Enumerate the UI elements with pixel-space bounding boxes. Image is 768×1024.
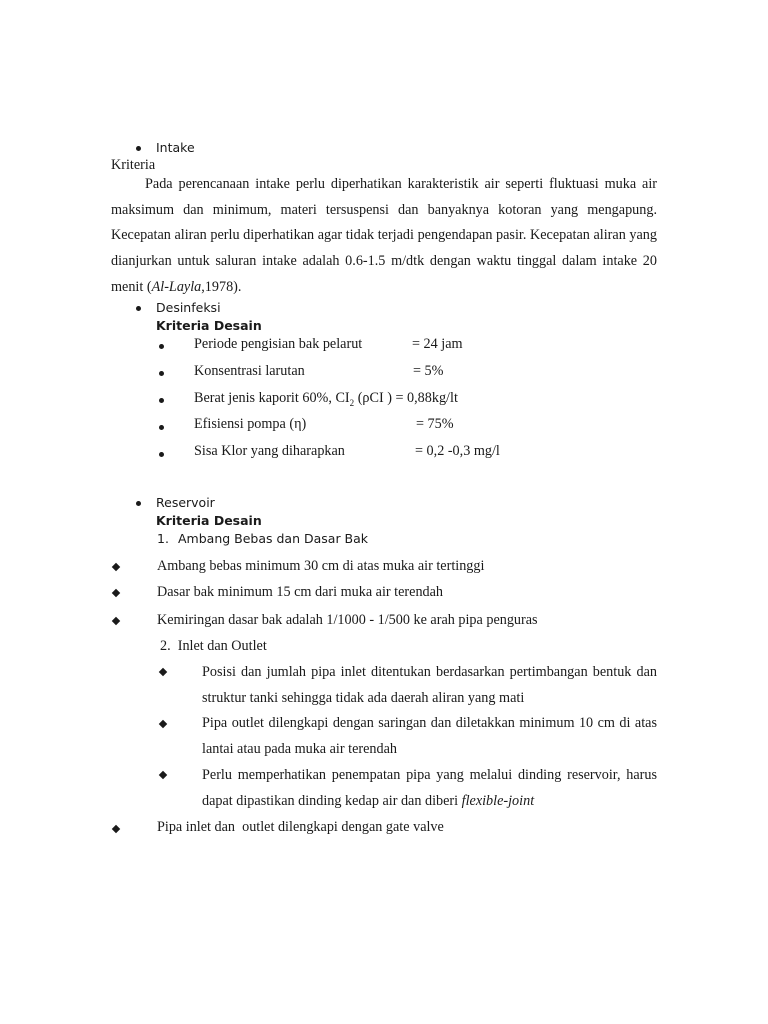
bullet-icon [159, 425, 164, 430]
desinfeksi-item-value: = 0,2 -0,3 mg/l [415, 443, 500, 459]
citation-author: Al-Layla [151, 278, 202, 295]
diamond-bullet-icon [159, 771, 167, 779]
bullet-icon [159, 452, 164, 457]
bullet-icon [136, 306, 141, 311]
desinfeksi-item-label: Sisa Klor yang diharapkan [194, 443, 345, 459]
diamond-bullet-icon [112, 617, 120, 625]
reservoir-item: Pipa inlet dan outlet dilengkapi dengan gate valve [157, 819, 444, 835]
section-title: Ambang Bebas dan Dasar Bak [178, 531, 369, 546]
reservoir-item: Dasar bak minimum 15 cm dari muka air terendah [157, 584, 444, 600]
bullet-icon [136, 501, 141, 506]
section-number: 1. [157, 531, 169, 546]
inlet-outlet-item: Pipa outlet dilengkapi dengan saringan dan diletakkan minimum 10 cm di atas lantai atau pada muka air terendah [202, 715, 657, 757]
desinfeksi-item-value: = 5% [413, 363, 444, 379]
intake-subheading: Kriteria [111, 157, 156, 173]
desinfeksi-item-value: = 75% [416, 416, 454, 432]
bullet-icon [159, 344, 164, 349]
desinfeksi-item-label: Berat jenis kaporit 60%, $CI_2$ (ρCI ) = 0,88kg/lt [194, 390, 458, 408]
bullet-icon [159, 398, 164, 403]
inlet-outlet-item: Perlu memperhatikan penempatan pipa yang melalui dinding reservoir, harus dapat dipastikan dinding kedap air dan diberi flexible-joint [202, 767, 657, 809]
intake-paragraph: Pada perencanaan intake perlu diperhatikan karakteristik air seperti fluktuasi muka air maksimum dan minimum, materi tersuspensi dan banyaknya kotoran yang mengapung. Kecepatan aliran perlu diperhatikan agar tidak terjadi pengendapan pasir. Kecepatan aliran yang dianjurkan untuk saluran intake adalah 0.6-1.5 m/dtk dengan waktu tinggal dalam intake 20 menit (Al-Layla,1978). [111, 176, 657, 295]
inlet-outlet-item: Posisi dan jumlah pipa inlet ditentukan berdasarkan pertimbangan bentuk dan struktur tanki sehingga tidak ada daerah aliran yang mati [202, 664, 657, 706]
desinfeksi-item-label: Periode pengisian bak pelarut [194, 336, 363, 352]
desinfeksi-heading: Desinfeksi [156, 300, 221, 315]
diamond-bullet-icon [112, 563, 120, 571]
diamond-bullet-icon [112, 825, 120, 833]
bullet-icon [136, 146, 141, 151]
desinfeksi-item-label: Efisiensi pompa (η) [194, 416, 307, 432]
bullet-icon [159, 371, 164, 376]
reservoir-item: Ambang bebas minimum 30 cm di atas muka air tertinggi [157, 558, 485, 574]
reservoir-heading: Reservoir [156, 495, 215, 510]
diamond-bullet-icon [159, 668, 167, 676]
diamond-bullet-icon [112, 589, 120, 597]
intake-heading: Intake [156, 140, 195, 155]
desinfeksi-subheading: Kriteria Desain [156, 318, 262, 333]
reservoir-item: Kemiringan dasar bak adalah 1/1000 - 1/500 ke arah pipa penguras [157, 612, 538, 628]
desinfeksi-item-label: Konsentrasi larutan [194, 363, 305, 379]
reservoir-subheading: Kriteria Desain [156, 513, 262, 528]
desinfeksi-item-value: = 24 jam [412, 336, 463, 352]
section-title: 2. Inlet dan Outlet [160, 638, 267, 654]
diamond-bullet-icon [159, 720, 167, 728]
